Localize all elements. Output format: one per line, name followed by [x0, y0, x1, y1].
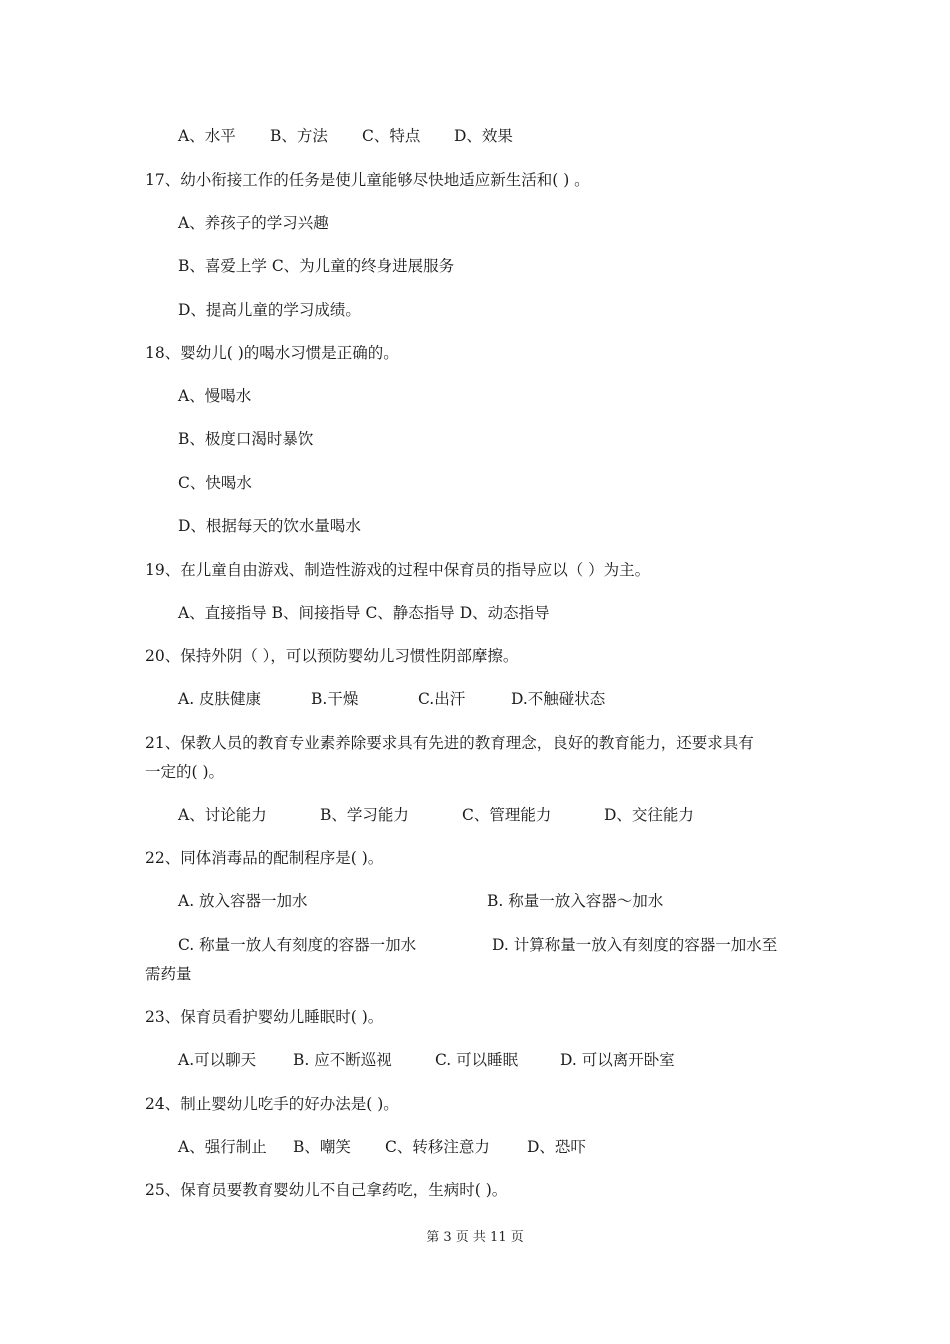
- q17-option-a: A、养孩子的学习兴趣: [178, 214, 329, 232]
- question-23: 23、保育员看护婴幼儿睡眠时( )。: [145, 1008, 384, 1026]
- option-a: A、强行制止: [178, 1138, 267, 1156]
- q17-option-bc: B、喜爱上学 C、为儿童的终身进展服务: [178, 257, 455, 275]
- option-c: C、转移注意力: [385, 1138, 490, 1156]
- option-d: D、效果: [454, 127, 513, 145]
- q22-option-d-cont: 需药量: [145, 965, 192, 983]
- option-d: D. 计算称量一放入有刻度的容器一加水至: [492, 936, 778, 954]
- option-d: D. 可以离开卧室: [560, 1051, 675, 1069]
- question-21-line2: 一定的( )。: [145, 763, 225, 781]
- option-a: A. 皮肤健康: [178, 690, 262, 708]
- q18-option-c: C、快喝水: [178, 474, 252, 492]
- question-21-line1: 21、保教人员的教育专业素养除要求具有先进的教育理念，良好的教育能力，还要求具有: [145, 734, 754, 752]
- option-b: B. 应不断巡视: [293, 1051, 392, 1069]
- option-d: D、交往能力: [604, 806, 694, 824]
- question-22: 22、同体消毒品的配制程序是( )。: [145, 849, 384, 867]
- option-c: C. 可以睡眠: [435, 1051, 519, 1069]
- q23-options: [178, 1050, 675, 1070]
- question-19: 19、在儿童自由游戏、制造性游戏的过程中保育员的指导应以（ ）为主。: [145, 561, 651, 579]
- question-17: 17、幼小衔接工作的任务是使儿童能够尽快地适应新生活和( ) 。: [145, 171, 590, 189]
- option-b: B、方法: [270, 127, 328, 145]
- q21-options: [178, 805, 694, 825]
- option-c: C.出汗: [418, 690, 466, 708]
- page-footer: 第 3 页 共 11 页: [426, 1230, 524, 1245]
- question-25: 25、保育员要教育婴幼儿不自己拿药吃，生病时( )。: [145, 1181, 508, 1199]
- option-c: C. 称量一放人有刻度的容器一加水: [178, 936, 417, 954]
- option-c: C、特点: [362, 127, 421, 145]
- option-a: A、水平: [178, 127, 236, 145]
- option-b: B、嘲笑: [293, 1138, 351, 1156]
- option-a: A、讨论能力: [178, 806, 267, 824]
- q24-options: [178, 1137, 586, 1157]
- option-d: D、恐吓: [527, 1138, 586, 1156]
- question-24: 24、制止婴幼儿吃手的好办法是( )。: [145, 1095, 399, 1113]
- option-b: B. 称量一放入容器～加水: [487, 892, 664, 910]
- question-18: 18、婴幼儿( )的喝水习惯是正确的。: [145, 344, 399, 362]
- option-a: A. 放入容器一加水: [178, 892, 308, 910]
- q17-option-d: D、提高儿童的学习成绩。: [178, 301, 361, 319]
- option-b: B.干燥: [311, 690, 359, 708]
- q18-option-b: B、极度口渴时暴饮: [178, 430, 314, 448]
- q22-options-ab: [178, 891, 663, 911]
- option-b: B、学习能力: [320, 806, 409, 824]
- q20-options: [178, 689, 605, 709]
- option-d: D.不触碰状态: [511, 690, 606, 708]
- q19-options: A、直接指导 B、间接指导 C、静态指导 D、动态指导: [178, 604, 550, 622]
- q18-option-a: A、慢喝水: [178, 387, 252, 405]
- q18-option-d: D、根据每天的饮水量喝水: [178, 517, 361, 535]
- option-a: A.可以聊天: [178, 1051, 257, 1069]
- q16-options: [178, 126, 513, 146]
- option-c: C、管理能力: [462, 806, 552, 824]
- question-20: 20、保持外阴（ ），可以预防婴幼儿习惯性阴部摩擦。: [145, 647, 519, 665]
- q22-options-cd: [178, 935, 777, 955]
